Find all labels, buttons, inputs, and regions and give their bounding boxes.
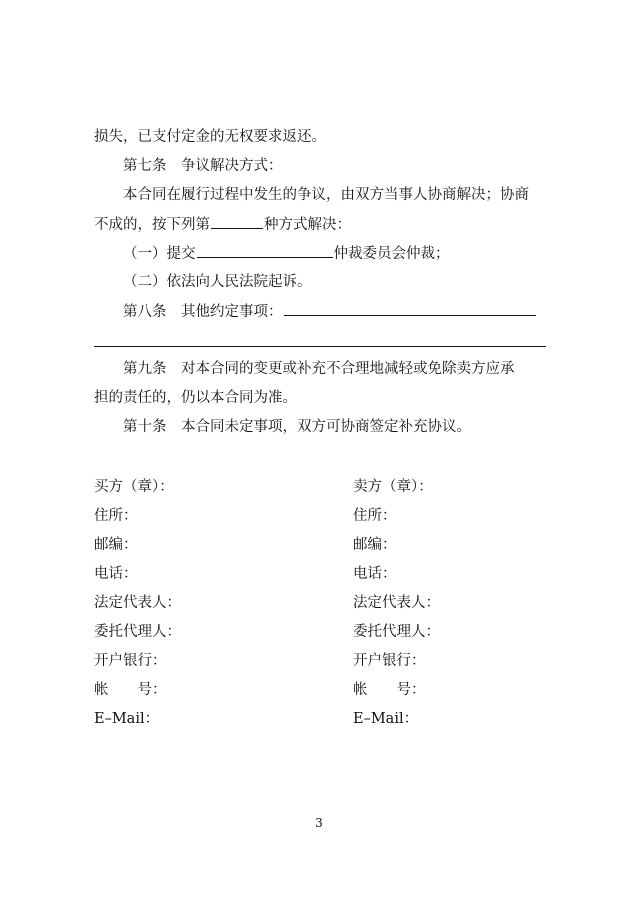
- signature-row-legal-rep: [0, 593, 638, 613]
- option-arbitration: （一）提交 仲裁委员会仲裁；: [123, 243, 546, 264]
- article-7-line-2: 不成的，按下列第 种方式解决：: [94, 214, 546, 235]
- signature-row-email: [0, 709, 638, 729]
- page-number: 3: [315, 816, 323, 830]
- article-10: 第十条 本合同未定事项，双方可协商签定补充协议。: [123, 419, 471, 435]
- other-matters-blank-line-2[interactable]: [94, 346, 546, 347]
- signature-row-postcode: [0, 535, 638, 555]
- article-7-line-1: 本合同在履行过程中发生的争议，由双方当事人协商解决；协商: [123, 187, 529, 203]
- seller-email-label: E–Mail：: [353, 711, 419, 727]
- method-number-blank[interactable]: [211, 214, 263, 229]
- other-matters-blank[interactable]: [284, 301, 536, 316]
- buyer-email-label: E–Mail：: [94, 711, 160, 727]
- seller-legal-rep-label: 法定代表人：: [353, 595, 440, 611]
- buyer-legal-rep-label: 法定代表人：: [94, 595, 181, 611]
- signature-row-agent: [0, 622, 638, 642]
- seller-seal-label: 卖方（章）：: [353, 479, 433, 495]
- buyer-account-label: 帐 号：: [94, 682, 167, 698]
- option-court: （二）依法向人民法院起诉。: [123, 274, 312, 290]
- seller-phone-label: 电话：: [353, 566, 397, 582]
- seller-agent-label: 委托代理人：: [353, 624, 440, 640]
- seller-postcode-label: 邮编：: [353, 537, 397, 553]
- signature-row-phone: [0, 564, 638, 584]
- buyer-seal-label: 买方（章）：: [94, 479, 174, 495]
- buyer-bank-label: 开户银行：: [94, 653, 167, 669]
- arbitration-committee-blank[interactable]: [197, 243, 333, 258]
- signature-row-bank: [0, 651, 638, 671]
- buyer-phone-label: 电话：: [94, 566, 138, 582]
- buyer-postcode-label: 邮编：: [94, 537, 138, 553]
- signature-row-seal: [0, 477, 638, 497]
- buyer-agent-label: 委托代理人：: [94, 624, 181, 640]
- article-8: 第八条 其他约定事项：: [123, 301, 546, 322]
- paragraph-continuation: 损失，已支付定金的无权要求返还。: [94, 129, 326, 145]
- buyer-address-label: 住所：: [94, 508, 138, 524]
- article-9-line-1: 第九条 对本合同的变更或补充不合理地减轻或免除卖方应承: [123, 361, 515, 377]
- seller-account-label: 帐 号：: [353, 682, 426, 698]
- signature-row-account: [0, 680, 638, 700]
- seller-bank-label: 开户银行：: [353, 653, 426, 669]
- signature-row-address: [0, 506, 638, 526]
- seller-address-label: 住所：: [353, 508, 397, 524]
- article-7-heading: 第七条 争议解决方式：: [123, 158, 283, 174]
- article-9-line-2: 担的责任的，仍以本合同为准。: [94, 390, 297, 406]
